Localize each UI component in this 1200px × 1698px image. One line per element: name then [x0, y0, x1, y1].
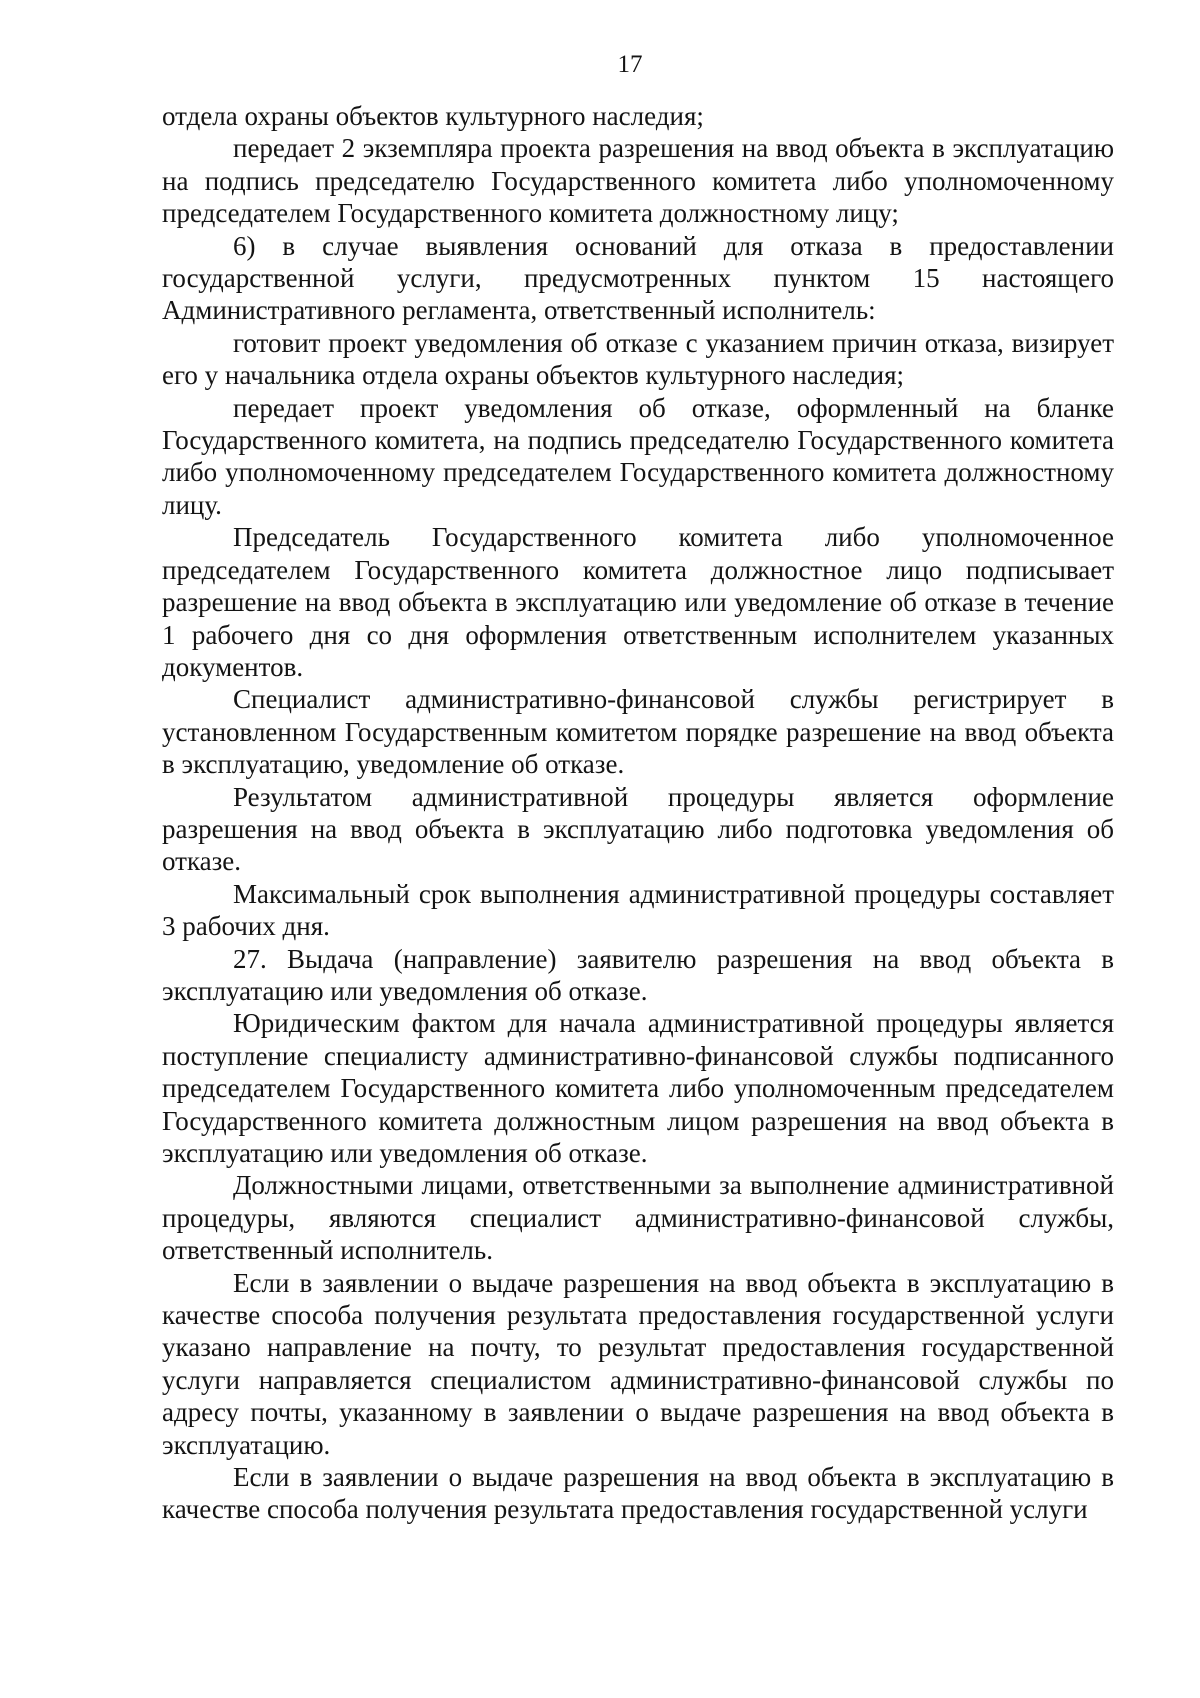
paragraph: Специалист административно-финансовой службы регистрирует в установленном Государственным комитетом порядке разрешение на ввод объекта в эксплуатацию, уведомление об отказе.: [162, 684, 1114, 780]
paragraph: передает проект уведомления об отказе, оформленный на бланке Государственного комитета, на подпись председателю Государственного комитета либо уполномоченному председателем Государственного комитета должностному лицу.: [162, 392, 1114, 520]
paragraph: Председатель Государственного комитета либо уполномоченное председателем Государственного комитета должностное лицо подписывает разрешение на ввод объекта в эксплуатацию или уведомление об отказе в течение 1 рабочего дня со дня оформления ответственным исполнителем указанных документов.: [162, 522, 1114, 682]
paragraph: готовит проект уведомления об отказе с указанием причин отказа, визирует его у начальника отдела охраны объектов культурного наследия;: [162, 327, 1114, 391]
paragraph: Должностными лицами, ответственными за выполнение административной процедуры, являются специалист административно-финансовой службы, ответственный исполнитель.: [162, 1170, 1114, 1266]
paragraph: отдела охраны объектов культурного наследия;: [162, 101, 704, 131]
paragraph: Юридическим фактом для начала административной процедуры является поступление специалисту административно-финансовой службы подписанного председателем Государственного комитета либо уполномоченным председателем Государственного комитета должностным лицом разрешения на ввод объекта в эксплуатацию или уведомления об отказе.: [162, 1008, 1114, 1168]
paragraph: передает 2 экземпляра проекта разрешения на ввод объекта в эксплуатацию на подпись председателю Государственного комитета либо уполномоченному председателем Государственного комитета должностному лицу;: [162, 133, 1114, 229]
paragraph: Если в заявлении о выдаче разрешения на ввод объекта в эксплуатацию в качестве способа получения результата предоставления государственной услуги указано направление на почту, то результат предоставления государственной услуги направляется специалистом административно-финансовой службы по адресу почты, указанному в заявлении о выдаче разрешения на ввод объекта в эксплуатацию.: [162, 1267, 1114, 1460]
paragraph: 27. Выдача (направление) заявителю разрешения на ввод объекта в эксплуатацию или уведомления об отказе.: [162, 943, 1114, 1006]
paragraph: 6) в случае выявления оснований для отказа в предоставлении государственной услуги, предусмотренных пунктом 15 настоящего Административного регламента, ответственный исполнитель:: [162, 230, 1114, 326]
paragraph: Результатом административной процедуры является оформление разрешения на ввод объекта в эксплуатацию либо подготовка уведомления об отказе.: [162, 781, 1114, 877]
paragraph: Максимальный срок выполнения административной процедуры составляет 3 рабочих дня.: [162, 878, 1114, 942]
page-number: 17: [617, 51, 643, 78]
paragraph: Если в заявлении о выдаче разрешения на ввод объекта в эксплуатацию в качестве способа получения результата предоставления государственной услуги: [162, 1462, 1114, 1525]
document-body: [162, 100, 1114, 1526]
